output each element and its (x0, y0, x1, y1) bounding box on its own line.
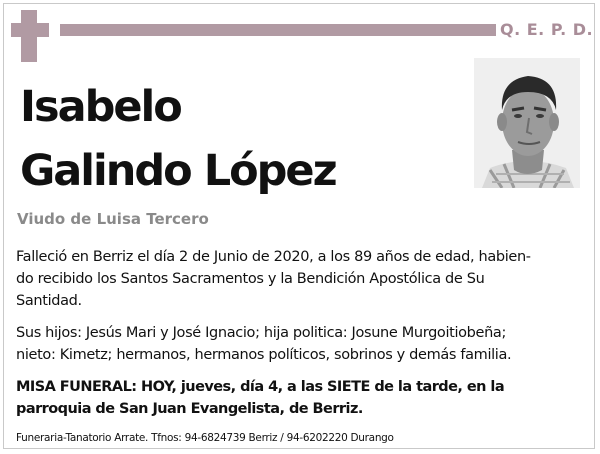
text-line: MISA FUNERAL: HOY, jueves, día 4, a las SIETE de la tarde, en la (16, 379, 505, 395)
text-line: do recibido los Santos Sacramentos y la Bendición Apostólica de Su (16, 271, 485, 287)
qepd-label: Q. E. P. D. (500, 20, 594, 39)
text-line: parroquia de San Juan Evangelista, de Berriz. (16, 401, 363, 417)
funeral-mass-paragraph (16, 376, 504, 420)
funeral-home-contact: Funeraria-Tanatorio Arrate. Tfnos: 94-6824739 Berriz / 94-6202220 Durango (16, 432, 394, 444)
deceased-photo (474, 58, 580, 188)
header-rule (60, 24, 496, 36)
text-line: Sus hijos: Jesús Mari y José Ignacio; hija politica: Josune Murgoitiobeña; (16, 325, 507, 341)
deceased-surnames: Galindo López (20, 146, 336, 196)
text-line: nieto: Kimetz; hermanos, hermanos políticos, sobrinos y demás familia. (16, 347, 512, 363)
death-notice-paragraph (16, 246, 531, 312)
family-paragraph (16, 322, 511, 366)
text-line: Santidad. (16, 293, 82, 309)
widower-of-label: Viudo de Luisa Tercero (17, 210, 209, 228)
text-line: Falleció en Berriz el día 2 de Junio de 2020, a los 89 años de edad, habien- (16, 249, 531, 265)
deceased-first-name: Isabelo (20, 82, 181, 132)
